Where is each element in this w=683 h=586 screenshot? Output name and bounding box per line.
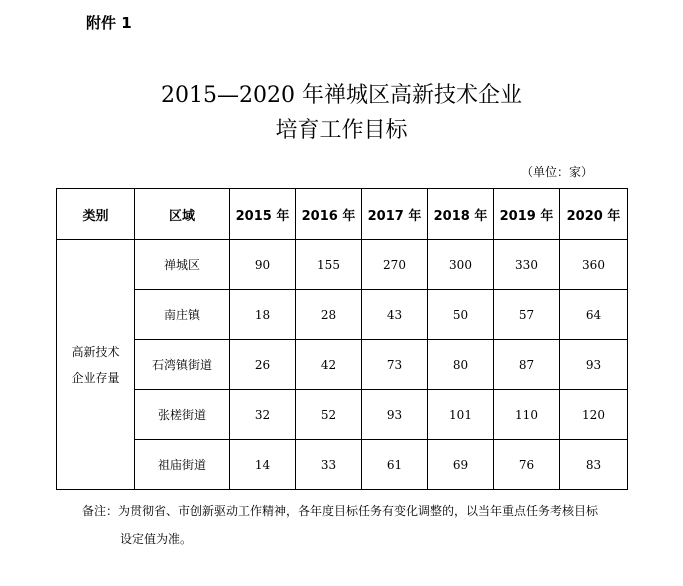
- value-cell: 155: [296, 240, 362, 290]
- unit-label: （单位：家）: [520, 165, 593, 179]
- category-line2: 企业存量: [71, 370, 120, 385]
- category-line1: 高新技术: [71, 344, 120, 359]
- value-cell: 87: [494, 340, 560, 390]
- value-cell: 26: [230, 340, 296, 390]
- footnote: [82, 497, 642, 553]
- region-cell: 张槎街道: [135, 390, 230, 440]
- table-row: [57, 240, 628, 290]
- value-cell: 83: [560, 440, 628, 490]
- header-category: 类别: [57, 189, 135, 240]
- value-cell: 360: [560, 240, 628, 290]
- table-row: [57, 290, 628, 340]
- footnote-line2: 设定值为准。: [120, 532, 193, 546]
- table-row: [57, 440, 628, 490]
- document-title-line1: 2015—2020 年禅城区高新技术企业: [161, 83, 522, 108]
- value-cell: 64: [560, 290, 628, 340]
- header-year-2020: 2020 年: [560, 189, 628, 240]
- value-cell: 80: [428, 340, 494, 390]
- value-cell: 61: [362, 440, 428, 490]
- header-region: 区域: [135, 189, 230, 240]
- value-cell: 110: [494, 390, 560, 440]
- value-cell: 270: [362, 240, 428, 290]
- value-cell: 28: [296, 290, 362, 340]
- value-cell: 52: [296, 390, 362, 440]
- value-cell: 32: [230, 390, 296, 440]
- value-cell: 57: [494, 290, 560, 340]
- header-year-2017: 2017 年: [362, 189, 428, 240]
- value-cell: 120: [560, 390, 628, 440]
- region-cell: 石湾镇街道: [135, 340, 230, 390]
- value-cell: 69: [428, 440, 494, 490]
- value-cell: 76: [494, 440, 560, 490]
- category-cell: [57, 240, 135, 490]
- table-header-row: [57, 189, 628, 240]
- document-title-line2: 培育工作目标: [275, 118, 408, 143]
- value-cell: 300: [428, 240, 494, 290]
- header-year-2019: 2019 年: [494, 189, 560, 240]
- value-cell: 73: [362, 340, 428, 390]
- header-year-2015: 2015 年: [230, 189, 296, 240]
- value-cell: 93: [362, 390, 428, 440]
- value-cell: 90: [230, 240, 296, 290]
- value-cell: 33: [296, 440, 362, 490]
- value-cell: 330: [494, 240, 560, 290]
- value-cell: 101: [428, 390, 494, 440]
- value-cell: 18: [230, 290, 296, 340]
- footnote-line1: 备注：为贯彻省、市创新驱动工作精神，各年度目标任务有变化调整的，以当年重点任务考核目标: [82, 504, 599, 518]
- value-cell: 50: [428, 290, 494, 340]
- table-row: [57, 390, 628, 440]
- value-cell: 43: [362, 290, 428, 340]
- target-table: [56, 188, 628, 490]
- value-cell: 14: [230, 440, 296, 490]
- value-cell: 42: [296, 340, 362, 390]
- attachment-label: 附件 1: [86, 14, 132, 32]
- region-cell: 南庄镇: [135, 290, 230, 340]
- table-row: [57, 340, 628, 390]
- header-year-2016: 2016 年: [296, 189, 362, 240]
- region-cell: 祖庙街道: [135, 440, 230, 490]
- value-cell: 93: [560, 340, 628, 390]
- header-year-2018: 2018 年: [428, 189, 494, 240]
- region-cell: 禅城区: [135, 240, 230, 290]
